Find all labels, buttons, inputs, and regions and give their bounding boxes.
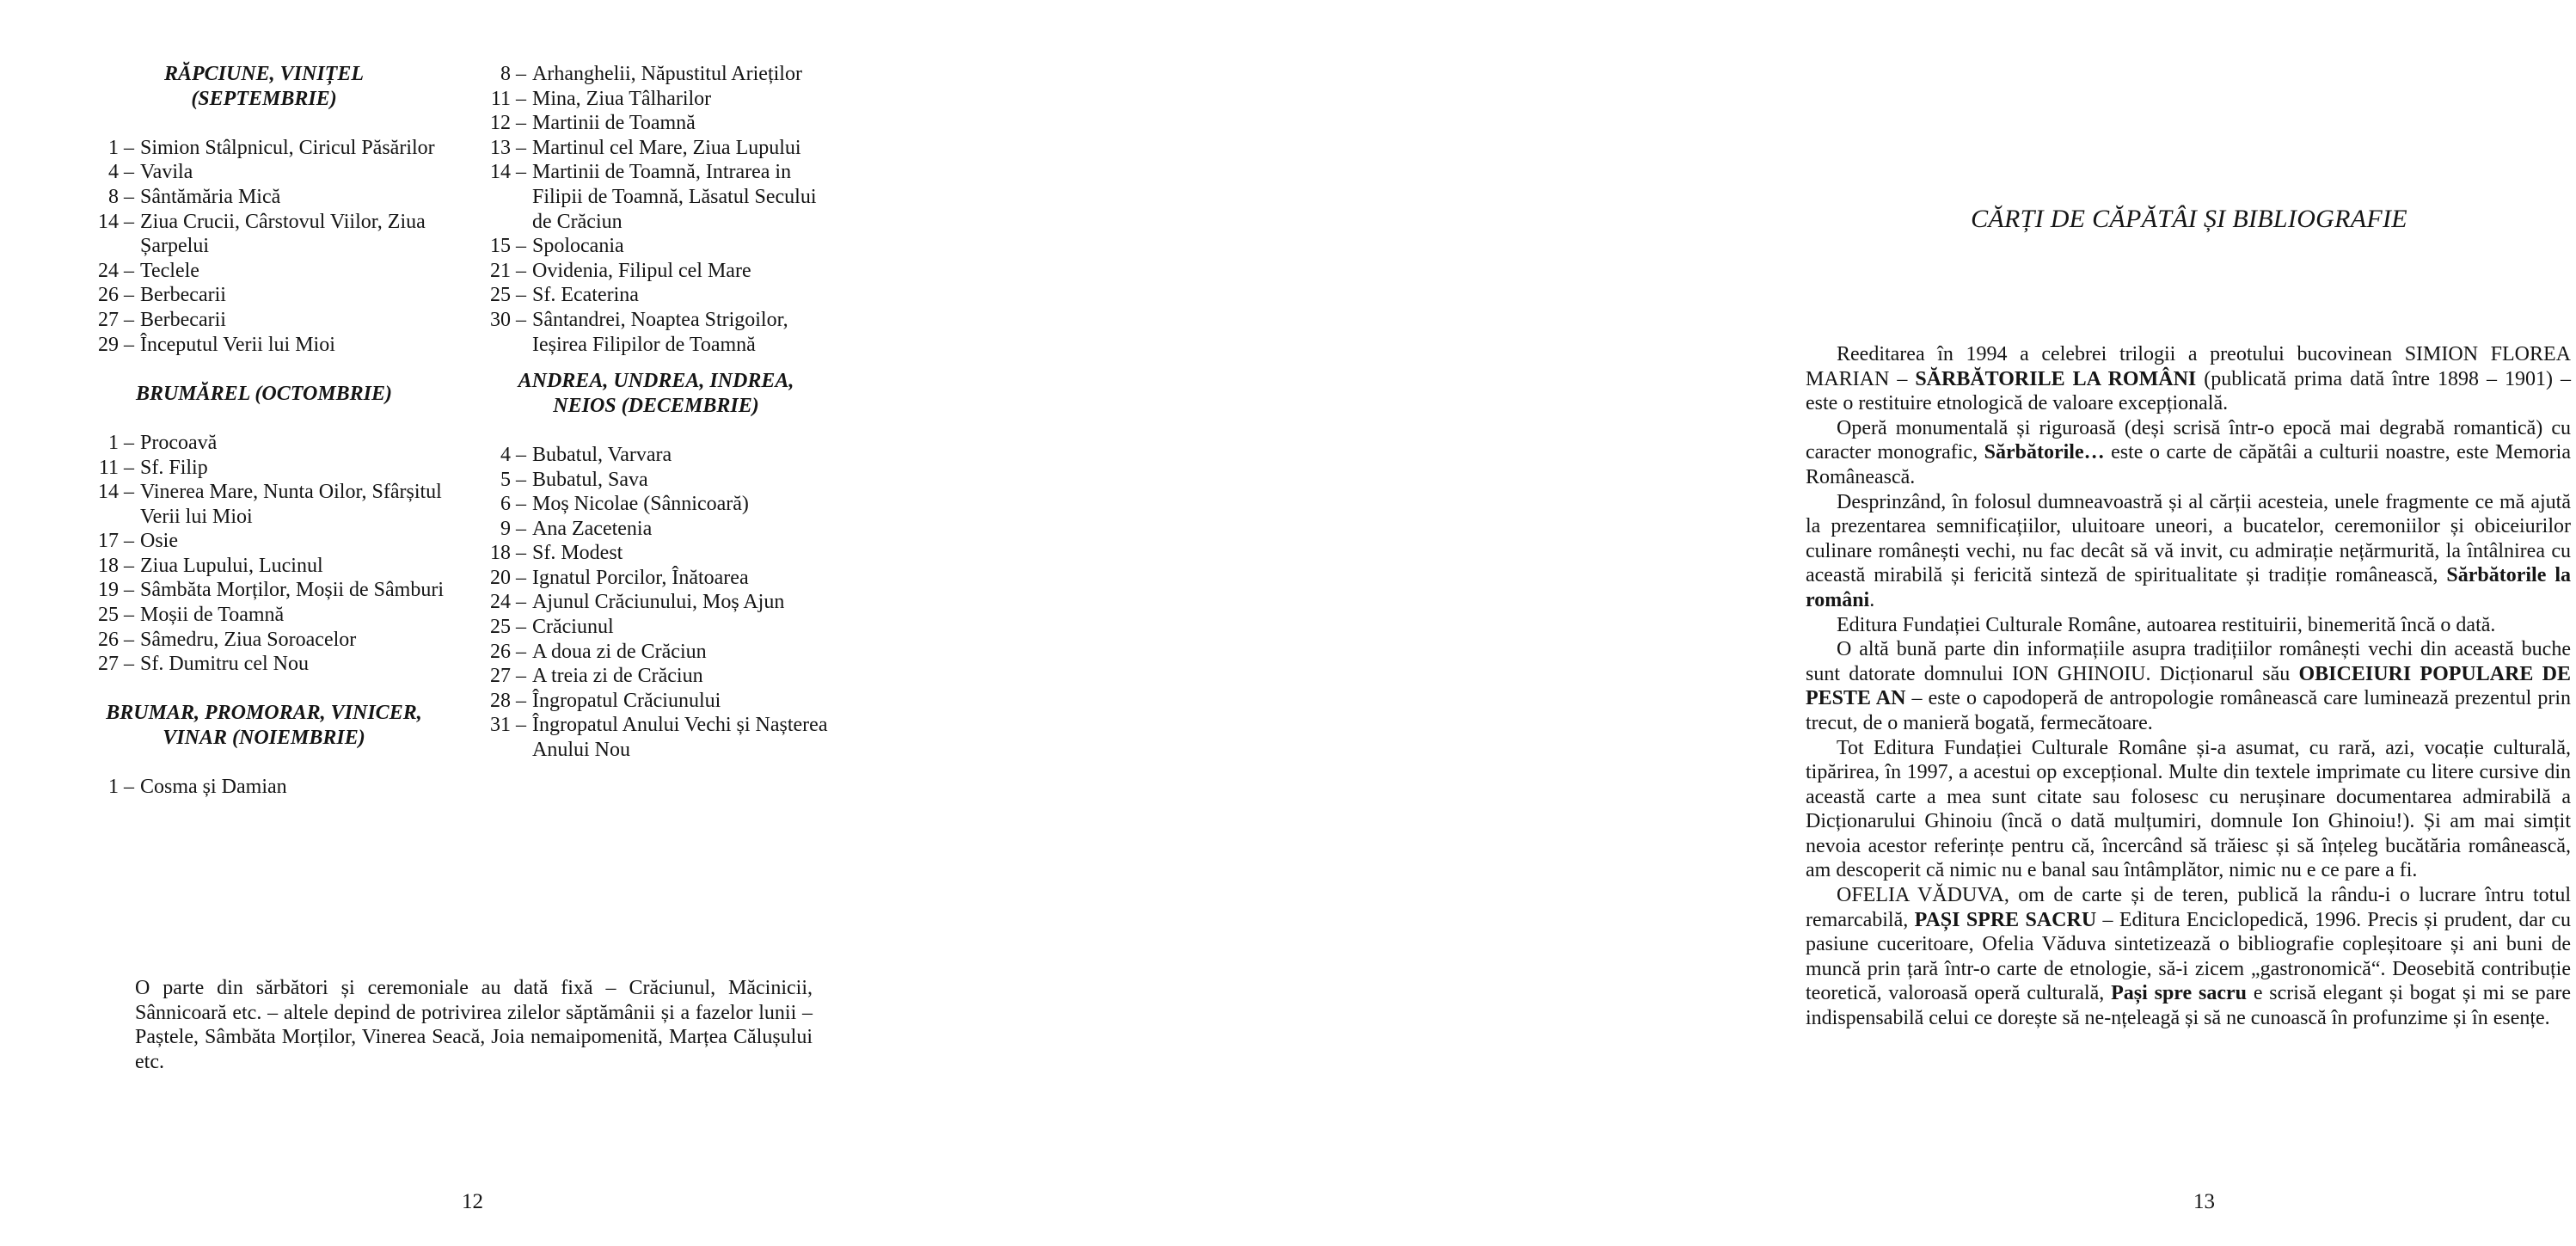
entry-dash: –	[516, 112, 526, 135]
entry-dash: –	[516, 308, 526, 331]
entry-name: Ziua Lupului, Lucinul	[140, 554, 323, 577]
bold-title: Sărbătorile la români	[1806, 564, 2571, 611]
calendar-entry	[471, 283, 841, 308]
entry-name: Berbecarii	[140, 308, 226, 331]
entry-day: 18	[98, 554, 119, 577]
entry-day: 13	[490, 136, 511, 159]
entry-name: Arhanghelii, Năpustitul Arieților	[532, 63, 802, 85]
month-heading-line: VINAR (NOIEMBRIE)	[163, 727, 365, 750]
calendar-entry	[79, 456, 449, 481]
entry-dash: –	[516, 714, 526, 737]
calendar-column-left	[79, 62, 449, 800]
entry-name: Martinii de Toamnă, Intrarea in Filipii de Toamnă, Lăsatul Secului de Crăciun	[532, 161, 817, 233]
bold-title: OBICEIURI POPULARE DE PESTE AN	[1806, 662, 2571, 710]
entry-name: Ziua Crucii, Cârstovul Viilor, Ziua Șarpelui	[140, 210, 426, 258]
entry-name: Spolocania	[532, 235, 624, 258]
entry-dash: –	[124, 136, 134, 159]
entry-name: Sâmbăta Morților, Moșii de Sâmburi	[140, 579, 445, 602]
entry-dash: –	[516, 136, 526, 159]
entry-dash: –	[516, 87, 526, 110]
left-page	[0, 0, 880, 1246]
month-heading	[79, 62, 449, 111]
paragraph-text: (publicată prima dată între 1898 – 1901) – este o restituire etnologică de valoare excepțională.	[1806, 367, 2571, 415]
entry-name: Crăciunul	[532, 616, 614, 639]
entry-name: Osie	[140, 530, 178, 553]
entry-day: 27	[490, 665, 511, 688]
calendar-entry	[471, 566, 841, 591]
entry-day: 1	[108, 431, 119, 454]
entry-day: 27	[98, 308, 119, 331]
entry-name: Cosma și Damian	[140, 776, 287, 799]
entry-dash: –	[124, 456, 134, 479]
calendar-entry	[79, 480, 449, 529]
entry-day: 21	[490, 259, 511, 282]
entry-day: 15	[490, 235, 511, 258]
entry-name: Vavila	[140, 161, 193, 184]
entry-dash: –	[124, 161, 134, 184]
entry-dash: –	[516, 616, 526, 639]
entry-name: Martinii de Toamnă	[532, 112, 696, 135]
entry-name: Sf. Filip	[140, 456, 208, 479]
entry-day: 30	[490, 308, 511, 331]
entry-name: Procoavă	[140, 431, 218, 454]
calendar-entry	[79, 431, 449, 456]
bold-title: Sărbătorile…	[1984, 441, 2105, 464]
paragraph-text: Tot Editura Fundației Culturale Române și-a asumat, cu rară, azi, vocație culturală, tipărirea, în 1997, a acestui op excepțional. Multe din textele imprimate cu litere cursive din această carte a mea sunt citate sau folosesc cu nerușinare documentarea admirabilă a Dicționarului Ghinoiu (încă o dată mulțumiri, domnule Ion Ghinoiu!). Și am mai simțit nevoia acestor referințe pentru că, încercând să trăiesc și să înțeleg bucătăria românească, am descoperit că nimic nu e banal sau întâmplător, nimic nu e ce pare a fi.	[1806, 736, 2571, 882]
entry-name: Mina, Ziua Tâlharilor	[532, 87, 712, 110]
entry-name: Moșii de Toamnă	[140, 604, 285, 627]
entry-dash: –	[516, 259, 526, 282]
entry-day: 1	[108, 136, 119, 159]
body-paragraph	[1806, 736, 2571, 884]
entry-day: 24	[490, 591, 511, 614]
calendar-entry	[79, 554, 449, 579]
calendar-entry	[471, 468, 841, 493]
paragraph-text: OFELIA VĂDUVA, om de carte și de teren, publică la rându-i o lucrare întru totul remarcabilă,	[1806, 884, 2571, 931]
entry-dash: –	[124, 210, 134, 233]
entry-dash: –	[124, 776, 134, 799]
entry-day: 20	[490, 566, 511, 589]
paragraph-text: Reeditarea în 1994 a celebrei trilogii a preotului bucovinean SIMION FLOREA MARIAN –	[1806, 343, 2571, 390]
entry-dash: –	[516, 493, 526, 516]
paragraph-text: Editura Fundației Culturale Române, autoarea restituirii, binemerită încă o dată.	[1837, 613, 2496, 636]
month-heading-line: BRUMAR, PROMORAR, VINICER,	[106, 702, 422, 725]
entry-dash: –	[124, 530, 134, 553]
page-number-left: 12	[462, 1190, 483, 1213]
entry-day: 8	[108, 185, 119, 208]
body-paragraph	[1806, 637, 2571, 735]
calendar-entry	[471, 689, 841, 714]
entry-dash: –	[124, 579, 134, 602]
entry-day: 14	[98, 481, 119, 504]
page-number-right: 13	[2193, 1190, 2215, 1213]
entry-day: 31	[490, 714, 511, 737]
month-heading	[79, 382, 449, 407]
paragraph-text: – Editura Enciclopedică, 1996. Precis și prudent, dar cu pasiune cuceritoare, Ofelia Văduva sintetizează o bibliografie copleșitoare și ani buni de muncă prin țară într-o carte de etnologie, să-i zicem „gastronomică“. Deosebită contribuție teoretică, valoroasă operă culturală,	[1806, 908, 2572, 1005]
calendar-entry	[79, 308, 449, 333]
entry-day: 27	[98, 653, 119, 676]
entry-name: Ana Zacetenia	[532, 517, 653, 540]
entry-day: 1	[108, 776, 119, 799]
bibliography-text	[1806, 342, 2571, 1031]
paragraph-text: Operă monumentală și riguroasă (deși scrisă într-o epocă mai degrabă romantică) cu caracter monografic,	[1806, 416, 2571, 464]
entry-name: Ajunul Crăciunului, Moș Ajun	[532, 591, 785, 614]
body-paragraph	[1806, 883, 2571, 1031]
month-heading-line: ANDREA, UNDREA, INDREA,	[518, 370, 794, 393]
entry-day: 29	[98, 333, 119, 356]
entry-dash: –	[516, 591, 526, 614]
fixed-dates-paragraph: O parte din sărbători și ceremoniale au dată fixă – Crăciunul, Măcinicii, Sânnicoară etc. – altele depind de potrivirea zilelor săptămânii și a fazelor lunii – Paștele, Sâmbăta Morților, Vinerea Seacă, Joia nemaipomenită, Marțea Călușului etc.	[135, 977, 813, 1073]
calendar-entry	[79, 160, 449, 185]
entry-day: 14	[490, 161, 511, 184]
entry-name: Sf. Modest	[532, 542, 623, 565]
calendar-entry	[471, 259, 841, 284]
calendar-entry	[79, 603, 449, 628]
entry-name: Sf. Ecaterina	[532, 284, 639, 307]
month-heading-line: NEIOS (DECEMBRIE)	[553, 394, 759, 417]
right-page	[880, 0, 2572, 1246]
entry-day: 26	[98, 628, 119, 651]
calendar-entry	[471, 308, 841, 357]
entry-name: Moș Nicolae (Sânnicoară)	[532, 493, 749, 516]
chapter-title: CĂRȚI DE CĂPĂTÂI ȘI BIBLIOGRAFIE	[1971, 205, 2407, 233]
entry-dash: –	[124, 308, 134, 331]
calendar-entry	[471, 111, 841, 136]
entry-day: 5	[500, 468, 511, 491]
entry-dash: –	[516, 517, 526, 540]
paragraph-text: – este o capodoperă de antropologie românească care luminează prezentul prin trecut, de o manieră bogată, fermecătoare.	[1806, 687, 2571, 734]
calendar-entry	[79, 210, 449, 259]
entry-name: Îngropatul Anului Vechi și Nașterea Anului Nou	[532, 714, 828, 762]
calendar-entry	[471, 713, 841, 762]
entry-dash: –	[516, 443, 526, 466]
calendar-entry	[471, 615, 841, 640]
entry-dash: –	[124, 628, 134, 651]
calendar-entry	[79, 283, 449, 308]
entry-day: 14	[98, 210, 119, 233]
calendar-entry	[471, 443, 841, 468]
entry-name: Ignatul Porcilor, Înătoarea	[532, 566, 749, 589]
entry-day: 11	[98, 456, 119, 479]
entry-day: 19	[98, 579, 119, 602]
entry-day: 25	[490, 284, 511, 307]
entry-day: 4	[500, 443, 511, 466]
calendar-entry	[471, 492, 841, 517]
entry-day: 11	[490, 87, 511, 110]
entry-name: Berbecarii	[140, 284, 226, 307]
entry-dash: –	[516, 566, 526, 589]
calendar-entry	[471, 590, 841, 615]
calendar-column-right	[471, 62, 841, 763]
calendar-entry	[79, 185, 449, 210]
entry-day: 28	[490, 689, 511, 712]
calendar-entry	[471, 541, 841, 566]
calendar-entry	[79, 775, 449, 800]
entry-dash: –	[124, 604, 134, 627]
paragraph-text: Desprinzând, în folosul dumneavoastră și al cărții acesteia, unele fragmente ce mă ajută la prezentarea semnificațiilor, uluitoare uneori, a bucatelor, ceremoniilor și obiceiurilor culinare românești vechi, nu fac decât să vă invit, cu admirație nețărmurită, la întâlnirea cu această mirabilă și fericită sinteză de spiritualitate și tradiție românească,	[1806, 490, 2571, 587]
entry-name: Bubatul, Varvara	[532, 443, 672, 466]
calendar-entry	[79, 652, 449, 677]
calendar-entry	[79, 529, 449, 554]
entry-name: Sântandrei, Noaptea Strigoilor, Ieșirea Filipilor de Toamnă	[532, 308, 788, 356]
entry-dash: –	[516, 468, 526, 491]
entry-day: 24	[98, 259, 119, 282]
body-paragraph	[1806, 490, 2571, 613]
paragraph-text: O altă bună parte din informațiile asupra tradițiilor românești vechi din această buche sunt datorate domnului ION GHINOIU. Dicționarul său	[1806, 638, 2571, 685]
entry-day: 9	[500, 517, 511, 540]
body-paragraph	[1806, 613, 2571, 638]
entry-day: 26	[98, 284, 119, 307]
entry-dash: –	[516, 235, 526, 258]
month-heading-line: (SEPTEMBRIE)	[191, 87, 337, 110]
entry-dash: –	[124, 481, 134, 504]
calendar-entry	[471, 664, 841, 689]
calendar-entry	[471, 234, 841, 259]
entry-name: Sf. Dumitru cel Nou	[140, 653, 309, 676]
entry-name: Sântămăria Mică	[140, 185, 281, 208]
entry-day: 12	[490, 112, 511, 135]
entry-dash: –	[124, 259, 134, 282]
entry-name: Sâmedru, Ziua Soroacelor	[140, 628, 357, 651]
entry-name: Bubatul, Sava	[532, 468, 648, 491]
entry-dash: –	[124, 431, 134, 454]
calendar-entry	[471, 640, 841, 665]
entry-day: 25	[98, 604, 119, 627]
entry-dash: –	[124, 284, 134, 307]
calendar-entry	[471, 87, 841, 112]
body-paragraph	[1806, 342, 2571, 416]
entry-name: Îngropatul Crăciunului	[532, 689, 721, 712]
entry-day: 26	[490, 640, 511, 663]
entry-name: Începutul Verii lui Mioi	[140, 333, 335, 356]
entry-dash: –	[516, 665, 526, 688]
entry-dash: –	[516, 63, 526, 85]
entry-dash: –	[124, 653, 134, 676]
entry-day: 17	[98, 530, 119, 553]
calendar-entry	[471, 517, 841, 542]
entry-day: 4	[108, 161, 119, 184]
entry-name: Martinul cel Mare, Ziua Lupului	[532, 136, 801, 159]
entry-dash: –	[516, 689, 526, 712]
entry-dash: –	[124, 185, 134, 208]
calendar-entry	[471, 160, 841, 234]
entry-name: Vinerea Mare, Nunta Oilor, Sfârșitul Verii lui Mioi	[140, 481, 442, 528]
entry-dash: –	[124, 554, 134, 577]
entry-dash: –	[516, 284, 526, 307]
entry-name: A doua zi de Crăciun	[532, 640, 707, 663]
bold-title: Pași spre sacru	[2111, 982, 2247, 1005]
calendar-entry	[79, 333, 449, 358]
entry-day: 25	[490, 616, 511, 639]
paragraph-text: e scrisă elegant și bogat și mi se pare indispensabilă celui ce dorește să ne-nțeleagă și să ne cunoască în profunzime și în esențe.	[1806, 982, 2571, 1030]
entry-day: 18	[490, 542, 511, 565]
entry-name: Teclele	[140, 259, 199, 282]
paragraph-text: este o carte de căpătâi a culturii noastre, este Memoria Românească.	[1806, 441, 2571, 488]
entry-name: Simion Stâlpnicul, Ciricul Păsărilor	[140, 136, 435, 159]
calendar-entry	[471, 62, 841, 87]
calendar-entry	[79, 136, 449, 161]
entry-name: A treia zi de Crăciun	[532, 665, 703, 688]
month-heading-line: BRUMĂREL (OCTOMBRIE)	[135, 382, 393, 405]
bold-title: PAȘI SPRE SACRU	[1914, 908, 2097, 931]
entry-name: Ovidenia, Filipul cel Mare	[532, 259, 751, 282]
bold-title: SĂRBĂTORILE LA ROMÂNI	[1915, 367, 2197, 390]
entry-dash: –	[516, 542, 526, 565]
paragraph-text: .	[1869, 588, 1875, 611]
entry-dash: –	[516, 640, 526, 663]
entry-dash: –	[124, 333, 134, 356]
calendar-entry	[79, 578, 449, 603]
calendar-entry	[79, 628, 449, 653]
calendar-entry	[471, 136, 841, 161]
entry-day: 8	[500, 63, 511, 85]
entry-day: 6	[500, 493, 511, 516]
month-heading	[79, 701, 449, 750]
entry-dash: –	[516, 161, 526, 184]
body-paragraph	[1806, 416, 2571, 490]
month-heading-line: RĂPCIUNE, VINIȚEL	[163, 63, 365, 85]
month-heading	[471, 369, 841, 418]
calendar-entry	[79, 259, 449, 284]
